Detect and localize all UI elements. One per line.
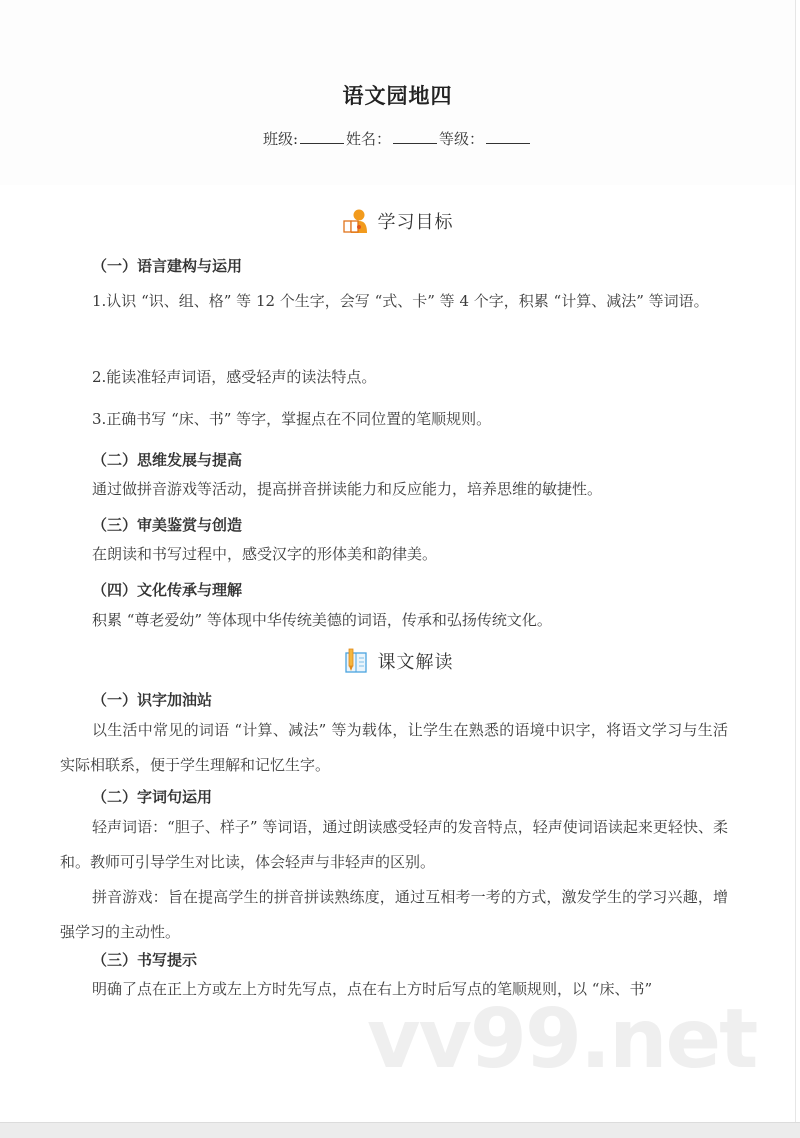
section-title: 学习目标 (377, 212, 454, 233)
subsection-heading: （一）语言建构与运用 (92, 257, 243, 275)
paragraph: 积累 “尊老爱幼” 等体现中华传统美德的词语，传承和弘扬传统文化。 (92, 611, 552, 629)
subsection-heading: （二）思维发展与提高 (92, 451, 243, 469)
goal-item: 3.正确书写 “床、书” 等字，掌握点在不同位置的笔顺规则。 (92, 410, 492, 428)
goal-item: 1.认识 “识、组、格” 等 12 个生字，会写 “式、卡” 等 4 个字，积累 “计算、减法” 等词语。 (92, 292, 709, 310)
grade-blank[interactable] (486, 129, 530, 144)
subsection-heading: （四）文化传承与理解 (92, 581, 243, 599)
paragraph: 以生活中常见的词语 “计算、减法” 等为载体，让学生在熟悉的语境中识字，将语文学习与生活实际相联系，便于学生理解和记忆生字。 (60, 721, 728, 774)
name-blank[interactable] (393, 129, 437, 144)
grade-label: 等级： (439, 130, 485, 148)
goal-item: 2.能读准轻声词语，感受轻声的读法特点。 (92, 368, 377, 386)
subsection-heading: （三）书写提示 (92, 951, 198, 969)
subsection-heading: （一）识字加油站 (92, 691, 213, 709)
section-heading-reading (0, 648, 795, 674)
page-title: 语文园地四 (342, 84, 453, 108)
subsection-heading: （三）审美鉴赏与创造 (92, 516, 243, 534)
paragraph: 轻声词语：“胆子、样子” 等词语，通过朗读感受轻声的发音特点，轻声使词语读起来更轻快、柔和。教师可引导学生对比读，体会轻声与非轻声的区别。 (60, 818, 728, 871)
student-info-line (0, 128, 795, 149)
reading-person-icon (342, 208, 370, 234)
paragraph: 通过做拼音游戏等活动，提高拼音拼读能力和反应能力，培养思维的敏捷性。 (92, 480, 603, 498)
watermark: vv99.net (367, 992, 757, 1087)
section-title: 课文解读 (377, 652, 454, 673)
class-label: 班级: (262, 130, 299, 148)
paragraph: 明确了点在正上方或左上方时先写点，点在右上方时后写点的笔顺规则，以 “床、书” (92, 980, 653, 998)
class-blank[interactable] (300, 129, 344, 144)
page-bottom-strip (0, 1122, 800, 1138)
paragraph: 在朗读和书写过程中，感受汉字的形体美和韵律美。 (92, 545, 438, 563)
notebook-pencil-icon (342, 648, 370, 674)
name-label: 姓名： (346, 130, 392, 148)
section-heading-goals (0, 208, 795, 234)
paragraph: 拼音游戏：旨在提高学生的拼音拼读熟练度，通过互相考一考的方式，激发学生的学习兴趣，增强学习的主动性。 (60, 888, 728, 941)
subsection-heading: （二）字词句运用 (92, 788, 213, 806)
